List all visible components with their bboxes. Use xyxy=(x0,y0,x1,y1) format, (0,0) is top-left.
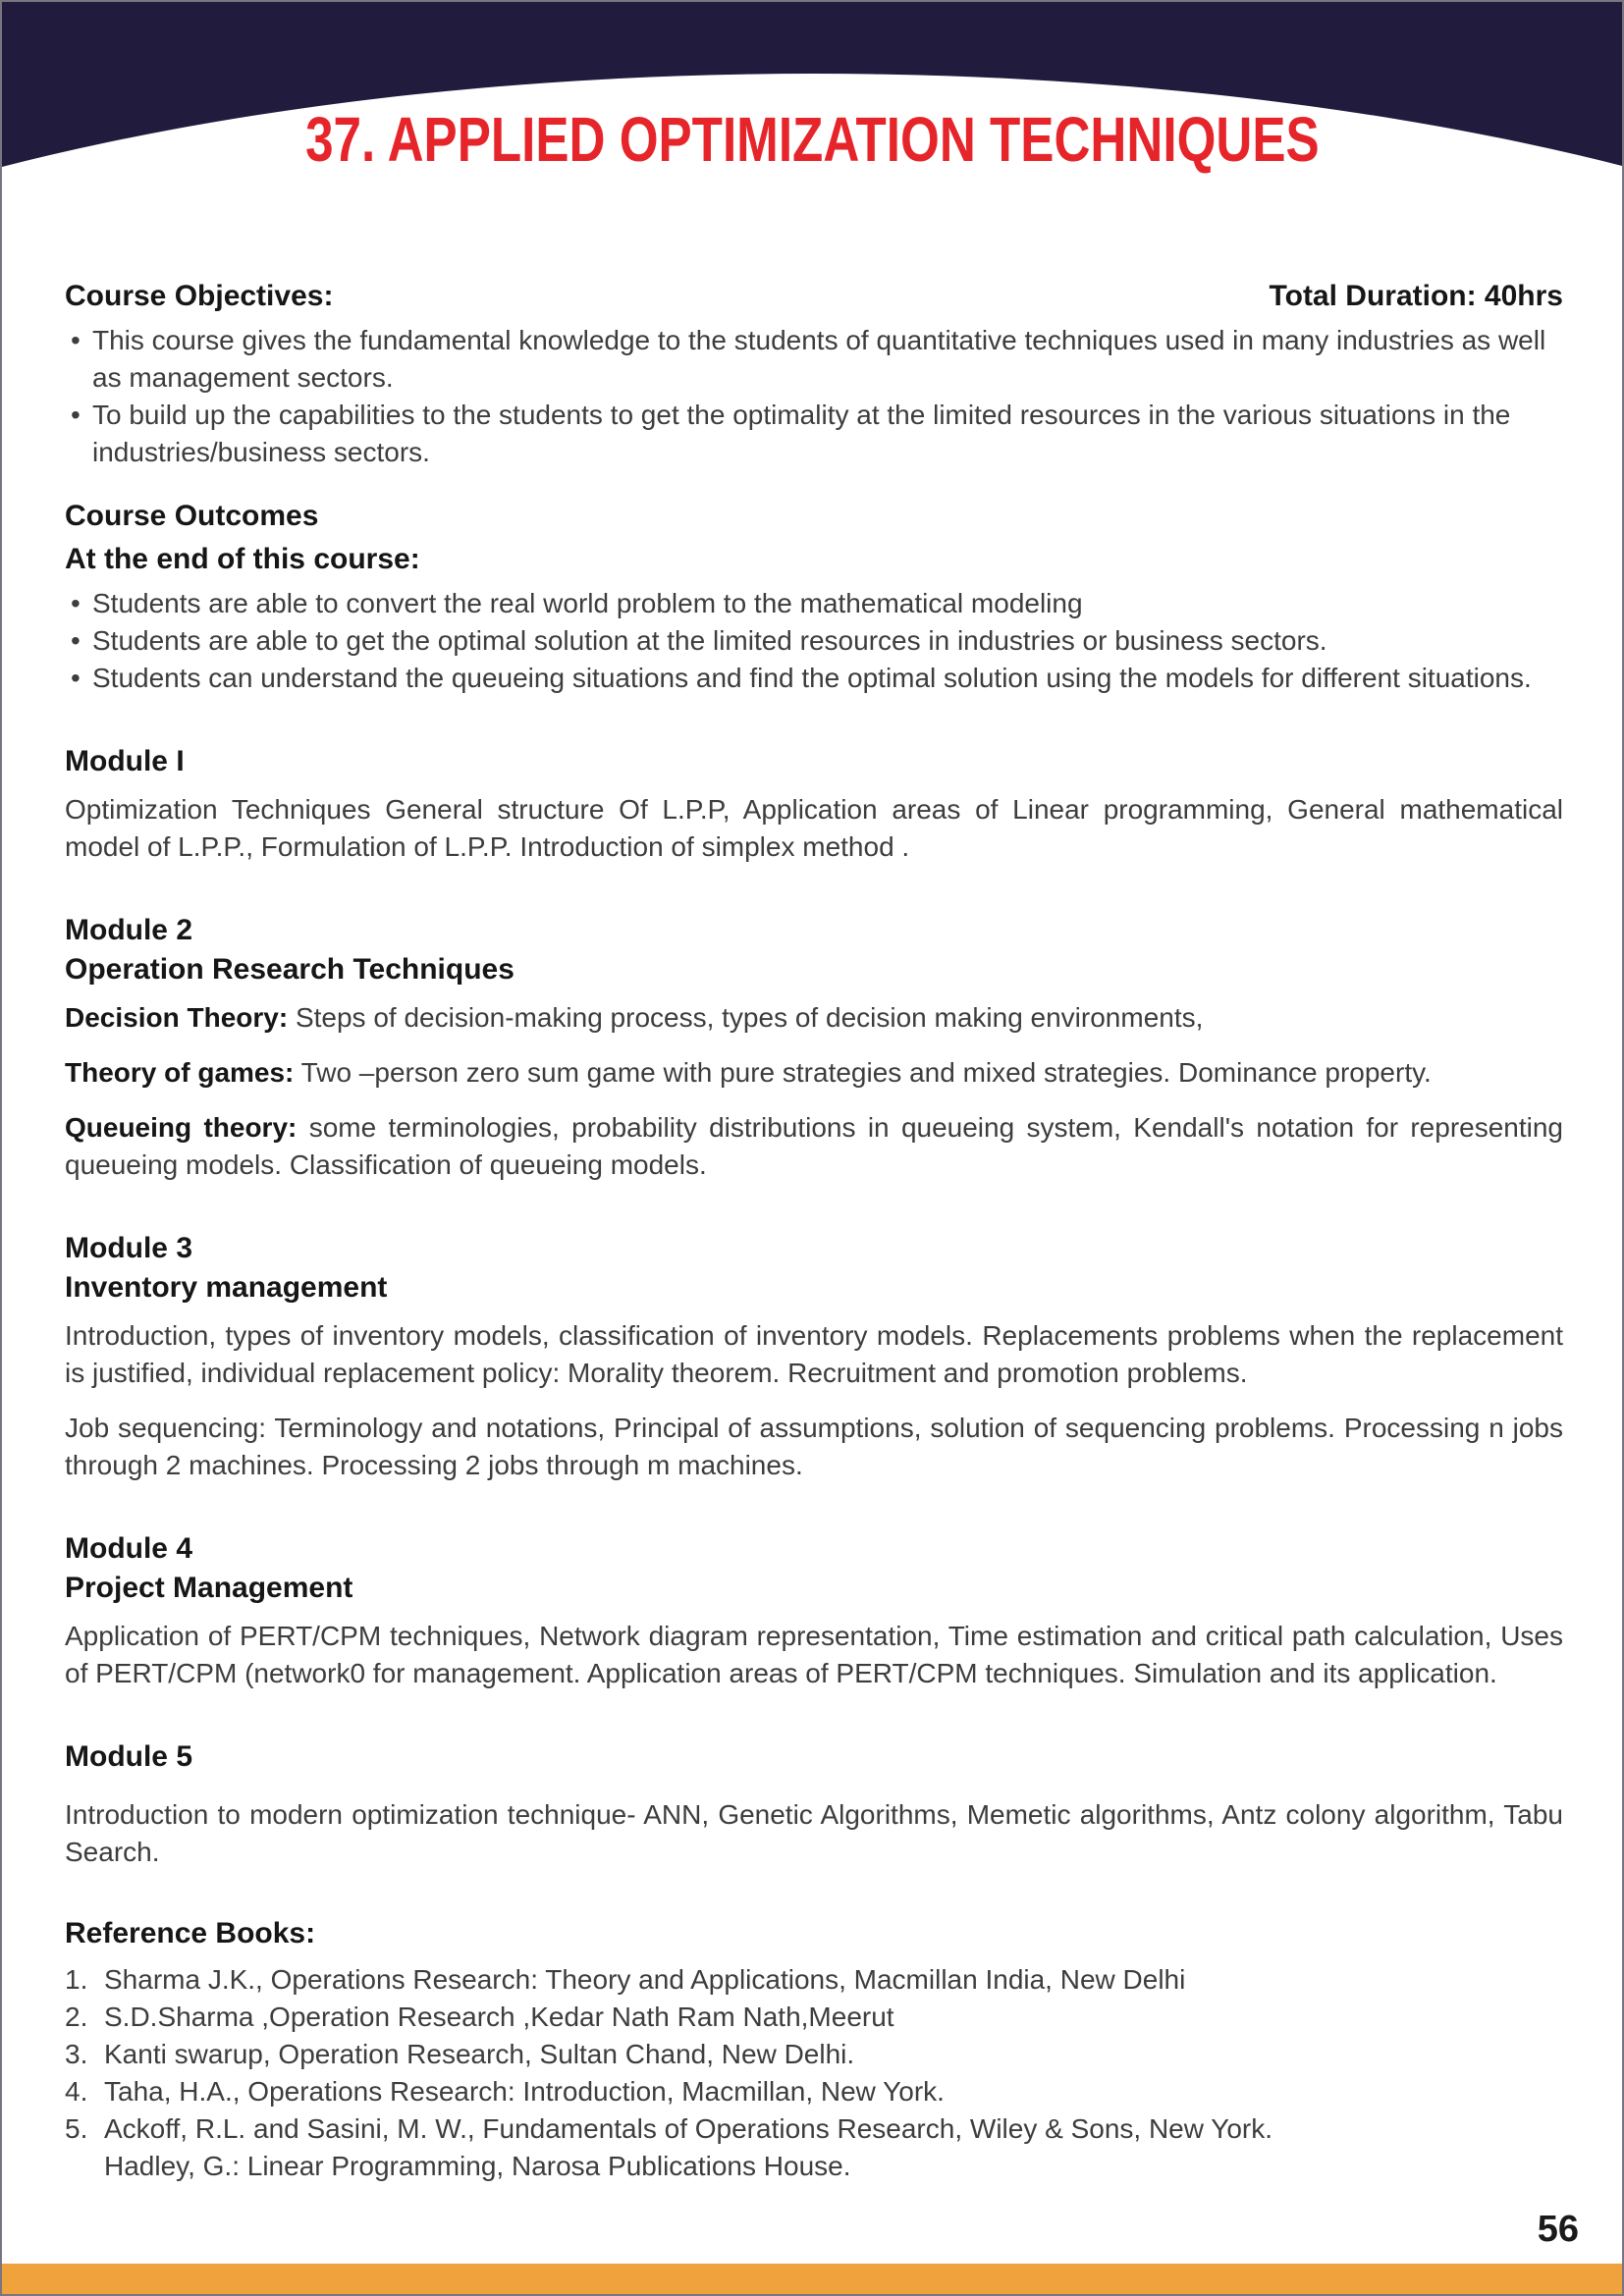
module-4-paragraph xyxy=(65,1618,1563,1692)
reference-text: Kanti swarup, Operation Research, Sultan Chand, New Delhi. xyxy=(104,2039,855,2069)
module-3-subtitle: Inventory management xyxy=(65,1271,388,1304)
paragraph-label: Decision Theory: xyxy=(65,1002,289,1033)
course-objectives-heading: Course Objectives: xyxy=(65,280,334,312)
reference-item xyxy=(65,2036,1563,2073)
reference-books-list xyxy=(65,1961,1563,2185)
reference-item xyxy=(65,2110,1563,2148)
module-2-paragraph xyxy=(65,999,1563,1037)
reference-item xyxy=(65,1961,1563,1999)
reference-item xyxy=(65,2073,1563,2110)
reference-text: S.D.Sharma ,Operation Research ,Kedar Nath Ram Nath,Meerut xyxy=(104,2002,894,2032)
module-1-paragraph xyxy=(65,791,1563,866)
module-2-subtitle: Operation Research Techniques xyxy=(65,953,514,986)
reference-text: Sharma J.K., Operations Research: Theory and Applications, Macmillan India, New Delhi xyxy=(104,1964,1186,1995)
outcome-item: • Students can understand the queueing situations and find the optimal solution using the models for different situations. xyxy=(65,660,1563,697)
objective-item: • This course gives the fundamental knowledge to the students of quantitative techniques used in many industries as well as management sectors. xyxy=(65,322,1563,397)
reference-number: 5. xyxy=(65,2113,88,2144)
course-outcomes-heading: Course Outcomes xyxy=(65,500,319,532)
paragraph-text: Two –person zero sum game with pure strategies and mixed strategies. Dominance property. xyxy=(294,1057,1432,1088)
module-3-paragraph xyxy=(65,1317,1563,1392)
paragraph-text: some terminologies, probability distributions in queueing system, Kendall's notation for representing queueing models. Classification of queueing models. xyxy=(65,1112,1564,1180)
paragraph-label: Queueing theory: xyxy=(65,1112,298,1143)
paragraph-label: Theory of games: xyxy=(65,1057,295,1088)
page-number: 56 xyxy=(1537,2209,1579,2250)
paragraph-text: Job sequencing: Terminology and notations, Principal of assumptions, solution of sequencing problems. Processing n jobs through 2 machines. Processing 2 jobs through m machines. xyxy=(65,1413,1563,1480)
module-4-section xyxy=(65,1529,1563,1692)
module-5-section xyxy=(65,1737,1563,1871)
module-2-paragraph xyxy=(65,1109,1563,1184)
module-4-title: Module 4 xyxy=(65,1532,193,1565)
paragraph-text: Optimization Techniques General structure Of L.P.P, Application areas of Linear programming, General mathematical model of L.P.P., Formulation of L.P.P. Introduction of simplex method . xyxy=(65,794,1563,862)
module-5-paragraph xyxy=(65,1796,1563,1871)
module-2-section xyxy=(65,911,1563,1184)
reference-number: 1. xyxy=(65,1964,88,1995)
course-objectives-list xyxy=(65,322,1563,471)
page-title-text: 37. APPLIED OPTIMIZATION TECHNIQUES xyxy=(304,104,1320,175)
reference-text: Taha, H.A., Operations Research: Introduction, Macmillan, New York. xyxy=(104,2076,945,2107)
objective-item: • To build up the capabilities to the students to get the optimality at the limited resources in the various situations in the industries/business sectors. xyxy=(65,397,1563,471)
module-3-paragraph xyxy=(65,1410,1563,1484)
module-3-title: Module 3 xyxy=(65,1232,193,1264)
outcome-item: • Students are able to get the optimal solution at the limited resources in industries or business sectors. xyxy=(65,622,1563,660)
paragraph-text: Application of PERT/CPM techniques, Network diagram representation, Time estimation and critical path calculation, Uses of PERT/CPM (network0 for management. Application areas of PERT/CPM techniques. Simulation and its application. xyxy=(65,1621,1563,1688)
page-header xyxy=(2,2,1622,247)
reference-number: 2. xyxy=(65,2002,88,2032)
module-1-section xyxy=(65,742,1563,866)
outcome-item: • Students are able to convert the real world problem to the mathematical modeling xyxy=(65,585,1563,622)
objectives-header-row xyxy=(65,277,1563,316)
module-3-section xyxy=(65,1229,1563,1484)
module-2-paragraph xyxy=(65,1054,1563,1092)
reference-text: Hadley, G.: Linear Programming, Narosa Publications House. xyxy=(104,2151,851,2181)
page-content xyxy=(2,277,1622,2185)
course-outcomes-subheading: At the end of this course: xyxy=(65,543,420,575)
module-5-title: Module 5 xyxy=(65,1740,193,1773)
module-4-subtitle: Project Management xyxy=(65,1572,353,1604)
module-2-title: Module 2 xyxy=(65,914,193,946)
paragraph-text: Introduction, types of inventory models, classification of inventory models. Replacements problems when the replacement is justified, individual replacement policy: Morality theorem. Recruitment and promotion problems. xyxy=(65,1320,1563,1388)
page-title xyxy=(2,104,1622,175)
course-outcomes-list xyxy=(65,585,1563,697)
module-1-title: Module I xyxy=(65,745,185,777)
paragraph-text: Introduction to modern optimization technique- ANN, Genetic Algorithms, Memetic algorithms, Antz colony algorithm, Tabu Search. xyxy=(65,1799,1563,1867)
reference-number xyxy=(65,2148,104,2185)
paragraph-text: Steps of decision-making process, types of decision making environments, xyxy=(288,1002,1204,1033)
reference-books-heading: Reference Books: xyxy=(65,1917,316,1949)
footer-bar xyxy=(2,2264,1622,2294)
total-duration-label: Total Duration: 40hrs xyxy=(1269,280,1563,312)
reference-item-continuation xyxy=(65,2148,1563,2185)
reference-text: Ackoff, R.L. and Sasini, M. W., Fundamentals of Operations Research, Wiley & Sons, New York. xyxy=(104,2113,1273,2144)
reference-number: 4. xyxy=(65,2076,88,2107)
reference-item xyxy=(65,1999,1563,2036)
reference-number: 3. xyxy=(65,2039,88,2069)
